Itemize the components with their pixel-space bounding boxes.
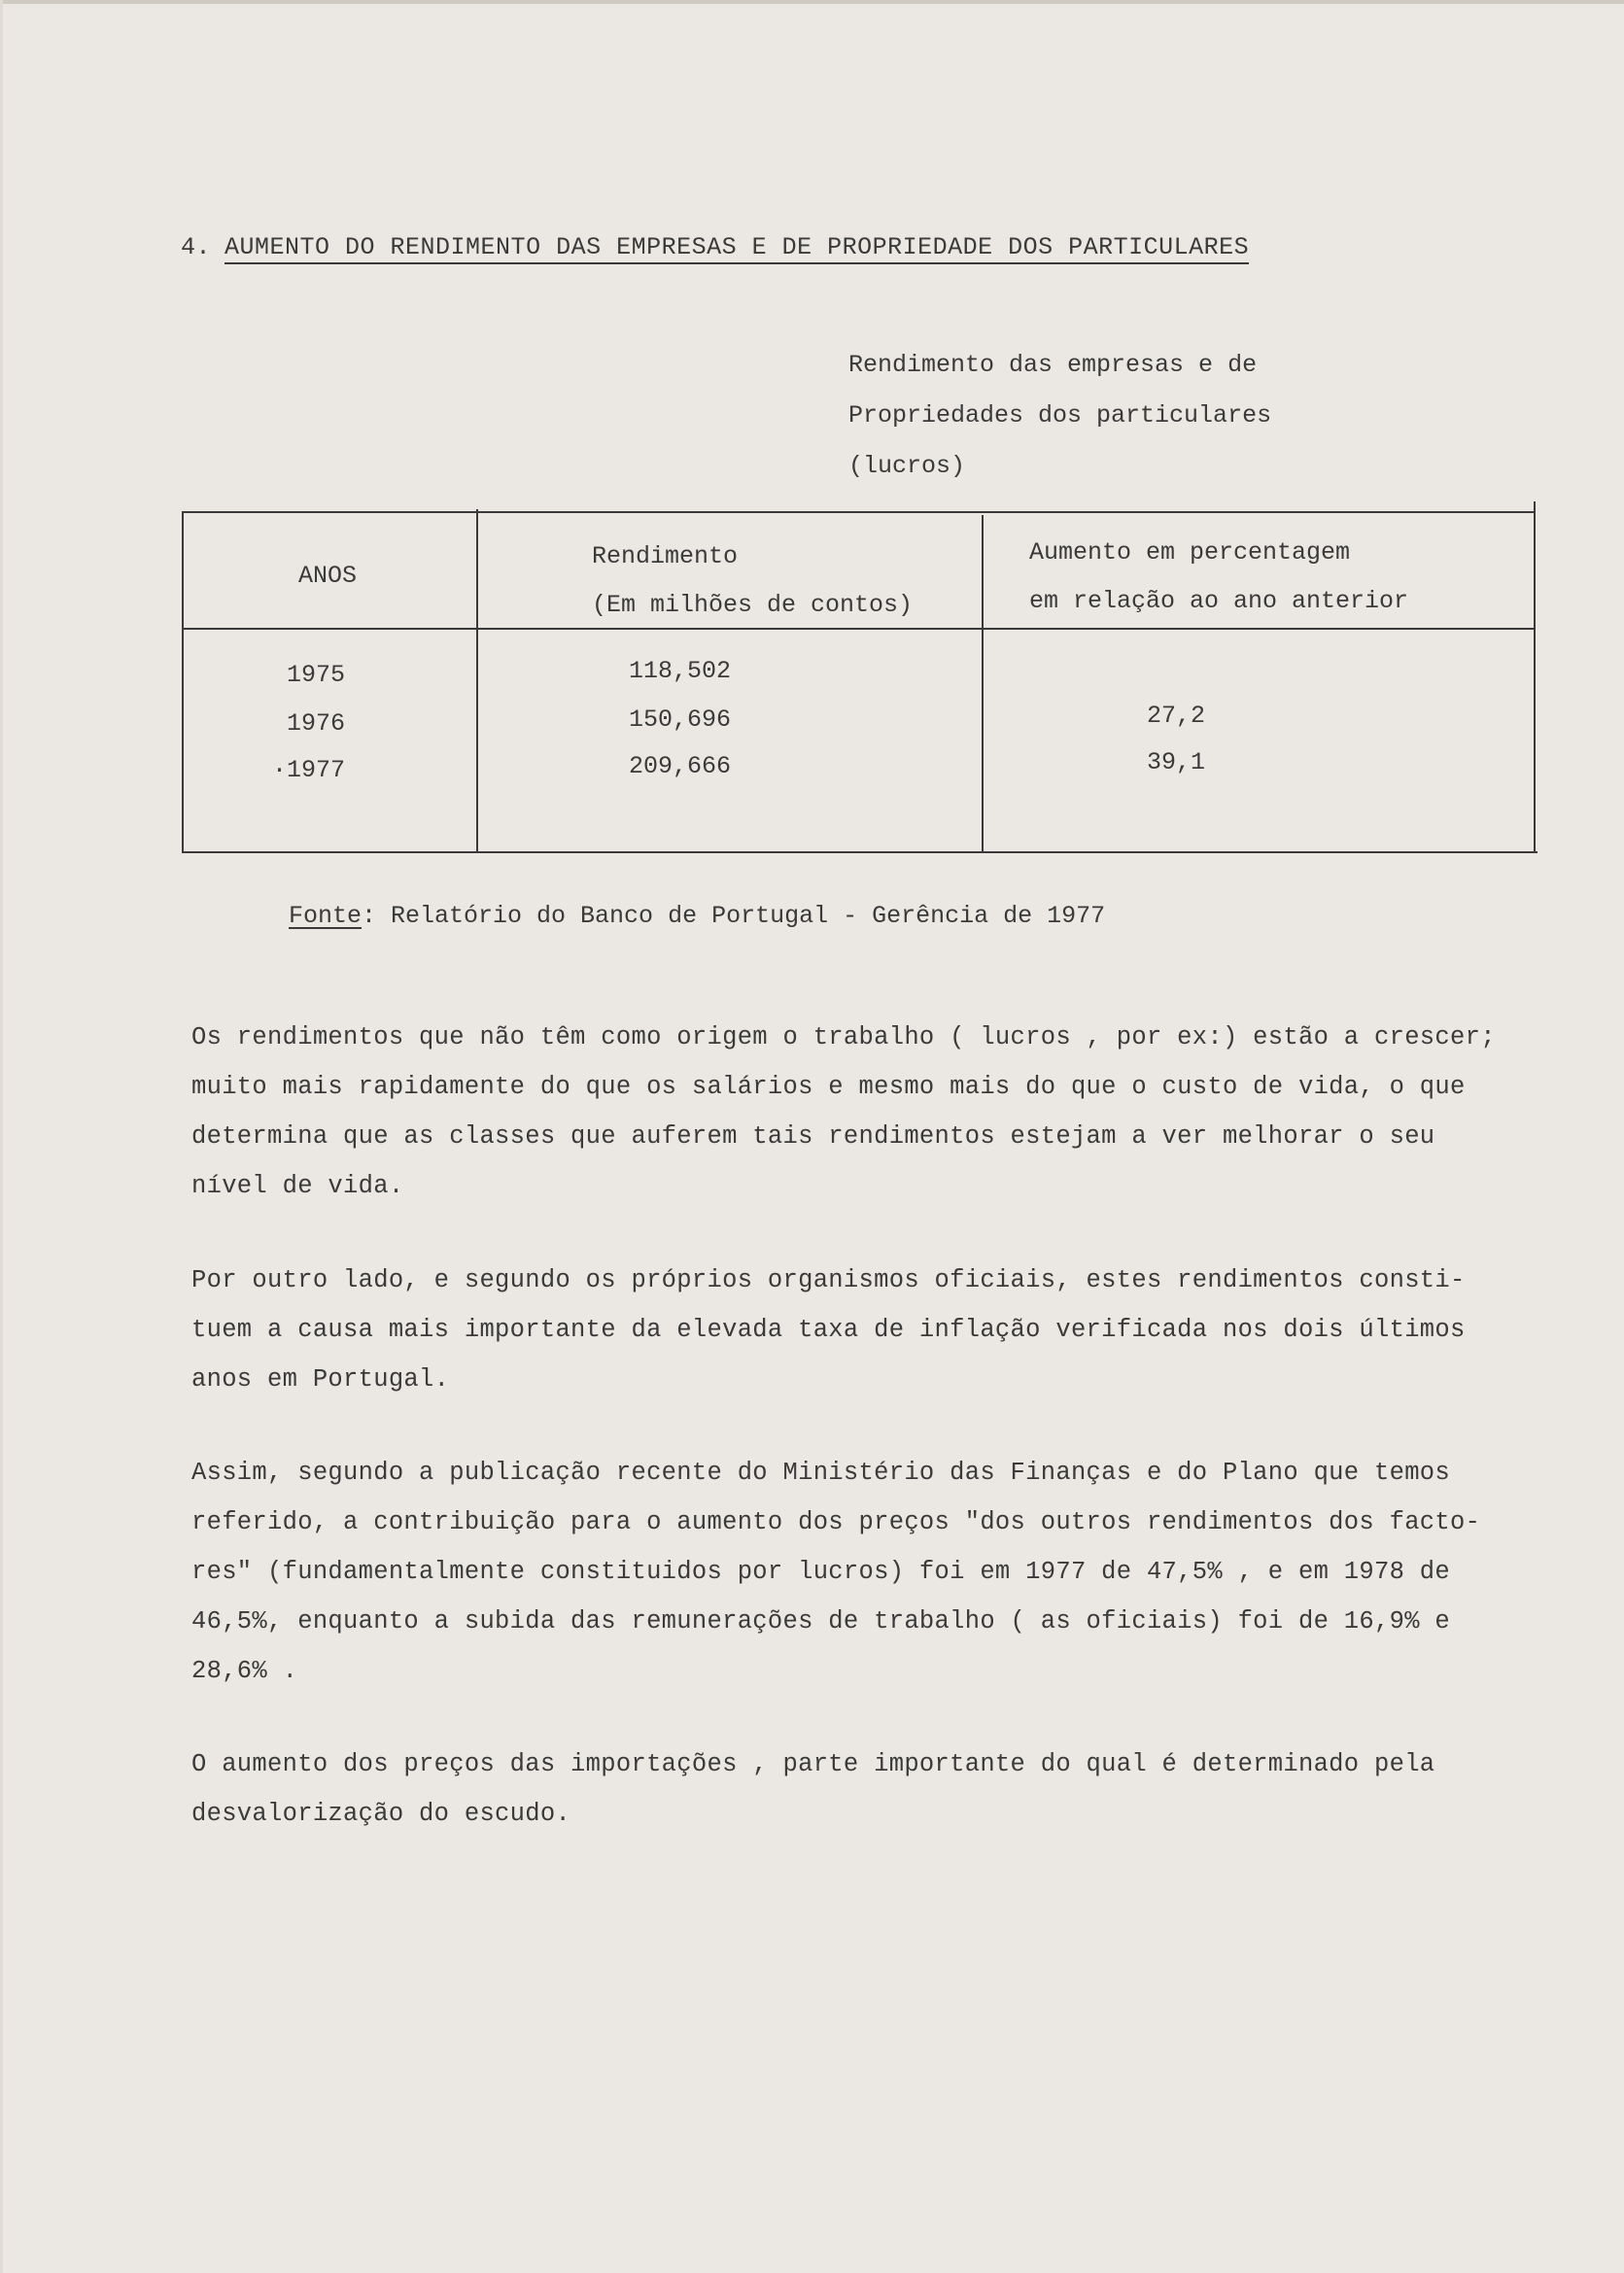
table-cell-aumento: 27,2 [1147, 702, 1206, 730]
header-rendimento-line1: Rendimento [592, 542, 739, 570]
section-number: 4. [181, 233, 212, 261]
table-caption [848, 340, 1271, 492]
paragraph-line: 28,6% . [191, 1657, 298, 1685]
paragraph-line: muito mais rapidamente do que os salários e mesmo mais do que o custo de vida, o que [191, 1073, 1466, 1101]
paragraph-line: referido, a contribuição para o aumento dos preços "dos outros rendimentos dos facto- [191, 1508, 1481, 1536]
paragraph-1 [191, 1013, 1552, 1211]
paragraph-4 [191, 1739, 1552, 1839]
paragraph-line: anos em Portugal. [191, 1365, 450, 1394]
table-cell-ano: 1975 [287, 661, 346, 689]
section-title: AUMENTO DO RENDIMENTO DAS EMPRESAS E DE PROPRIEDADE DOS PARTICULARES [225, 233, 1249, 264]
table-border-bottom [184, 851, 1538, 853]
paragraph-line: 46,5%, enquanto a subida das remunerações de trabalho ( as oficiais) foi de 16,9% e [191, 1607, 1451, 1636]
source-label: Fonte [289, 902, 363, 930]
table-border-right [1534, 501, 1536, 853]
header-aumento-line1: Aumento em percentagem [1029, 538, 1351, 567]
source-text: : Relatório do Banco de Portugal - Gerência de 1977 [362, 902, 1106, 930]
paragraph-line: nível de vida. [191, 1172, 404, 1200]
header-anos: ANOS [298, 562, 358, 590]
paragraph-line: Por outro lado, e segundo os próprios organismos oficiais, estes rendimentos consti- [191, 1266, 1466, 1294]
paragraph-line: desvalorização do escudo. [191, 1800, 571, 1828]
paragraph-3 [191, 1448, 1552, 1696]
header-rendimento-line2: (Em milhões de contos) [592, 591, 914, 619]
header-aumento-line2: em relação ao ano anterior [1029, 587, 1409, 615]
table-cell-ano: 1976 [287, 709, 346, 738]
profits-table [182, 501, 1536, 853]
paragraph-line: tuem a causa mais importante da elevada taxa de inflação verificada nos dois últimos [191, 1316, 1466, 1344]
page-left-edge [0, 0, 3, 2273]
page-top-edge [0, 0, 1624, 4]
paragraph-line: Os rendimentos que não têm como origem o trabalho ( lucros , por ex:) estão a crescer; [191, 1023, 1496, 1051]
paragraph-line: O aumento dos preços das importações , parte importante do qual é determinado pela [191, 1750, 1435, 1778]
paragraph-2 [191, 1256, 1552, 1404]
source-note [289, 902, 1105, 930]
table-border-top [182, 511, 1536, 513]
paragraph-line: res" (fundamentalmente constituidos por lucros) foi em 1977 de 47,5% , e em 1978 de [191, 1558, 1451, 1586]
paragraph-line: Assim, segundo a publicação recente do Ministério das Finanças e do Plano que temos [191, 1459, 1451, 1487]
table-cell-rendimento: 150,696 [629, 706, 732, 734]
paragraph-line: determina que as classes que auferem tais rendimentos estejam a ver melhorar o seu [191, 1122, 1435, 1151]
table-column-separator [982, 515, 984, 853]
table-border-left [182, 511, 184, 853]
table-cell-rendimento: 118,502 [629, 657, 732, 685]
table-cell-ano: ·1977 [272, 756, 346, 784]
caption-line: Rendimento das empresas e de [848, 351, 1258, 379]
section-heading [181, 233, 1249, 261]
table-column-separator [476, 509, 478, 853]
table-cell-aumento: 39,1 [1147, 748, 1206, 776]
table-cell-rendimento: 209,666 [629, 752, 732, 780]
caption-line: (lucros) [848, 452, 966, 480]
caption-line: Propriedades dos particulares [848, 401, 1272, 430]
table-header-separator [182, 628, 1536, 630]
